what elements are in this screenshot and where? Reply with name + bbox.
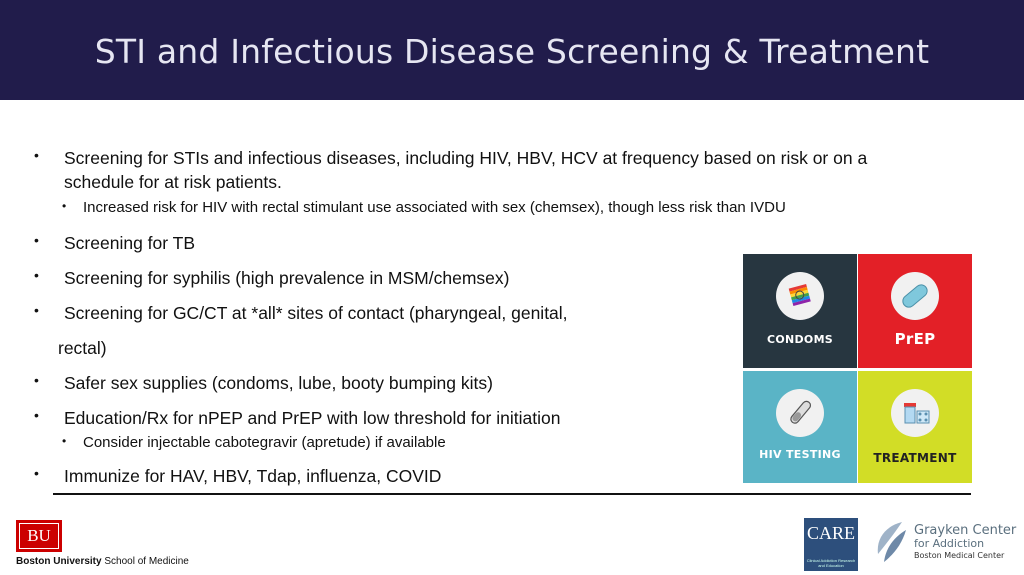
care-subtitle: Clinical Addiction Research and Education	[806, 558, 856, 568]
bullet-text: Screening for STIs and infectious diseases, including HIV, HBV, HCV at frequency based on risk or on a	[64, 148, 868, 168]
bu-logo-mark: BU	[19, 523, 59, 549]
hiv-testing-tile	[743, 371, 857, 483]
grayken-logo-text	[914, 524, 1016, 562]
bullet-text-cont: rectal)	[58, 338, 107, 358]
bullet-text-cont: schedule for at risk patients.	[64, 172, 282, 192]
pill-bottle-icon	[891, 389, 939, 437]
bullet-marker: •	[34, 372, 39, 388]
test-tube-icon	[776, 389, 824, 437]
sub-bullet-marker: •	[62, 199, 67, 213]
bullet-item	[34, 146, 914, 194]
condoms-label: CONDOMS	[766, 333, 834, 346]
grayken-logo-icon	[872, 520, 910, 564]
sub-bullet-marker: •	[62, 434, 67, 448]
title-bar	[0, 0, 1024, 100]
bu-school: School of Medicine	[104, 556, 189, 567]
divider-line	[53, 493, 971, 495]
bullet-marker: •	[34, 267, 39, 283]
bullet-text: Screening for syphilis (high prevalence in MSM/chemsex)	[64, 268, 510, 288]
condom-icon	[776, 272, 824, 320]
sub-bullet-text: Increased risk for HIV with rectal stimulant use associated with sex (chemsex), though less risk than IVDU	[83, 199, 786, 216]
prep-tile	[858, 254, 972, 368]
sub-bullet-text: Consider injectable cabotegravir (apretude) if available	[83, 434, 446, 451]
pill-icon	[891, 272, 939, 320]
slide-title: STI and Infectious Disease Screening & Treatment	[94, 32, 930, 71]
grayken-line1: Grayken Center	[914, 523, 1017, 538]
treatment-label: TREATMENT	[873, 451, 957, 465]
bullet-marker: •	[34, 302, 39, 318]
bullet-marker: •	[34, 407, 39, 423]
condoms-tile	[743, 254, 857, 368]
grayken-line3: Boston Medical Center	[914, 551, 1005, 560]
hiv-testing-label: HIV TESTING	[759, 448, 841, 461]
bu-logo	[16, 520, 62, 552]
bullet-item	[34, 231, 914, 255]
care-mark: CARE	[806, 523, 855, 543]
bullet-text: Safer sex supplies (condoms, lube, booty bumping kits)	[64, 373, 493, 393]
bullet-marker: •	[34, 147, 39, 163]
prevention-graphic	[743, 254, 972, 483]
bullet-text: Education/Rx for nPEP and PrEP with low threshold for initiation	[64, 408, 561, 428]
bullet-text: Screening for GC/CT at *all* sites of contact (pharyngeal, genital,	[64, 303, 568, 323]
prep-label: PrEP	[894, 330, 936, 348]
bullet-marker: •	[34, 465, 39, 481]
grayken-line2: for Addiction	[914, 537, 985, 550]
bullet-text: Screening for TB	[64, 233, 195, 253]
bu-school-name	[16, 556, 189, 567]
bullet-text: Immunize for HAV, HBV, Tdap, influenza, COVID	[64, 466, 442, 486]
care-logo	[804, 518, 858, 571]
treatment-tile	[858, 371, 972, 483]
sub-bullet-item	[34, 198, 914, 220]
bu-name: Boston University	[16, 556, 102, 567]
bullet-marker: •	[34, 232, 39, 248]
